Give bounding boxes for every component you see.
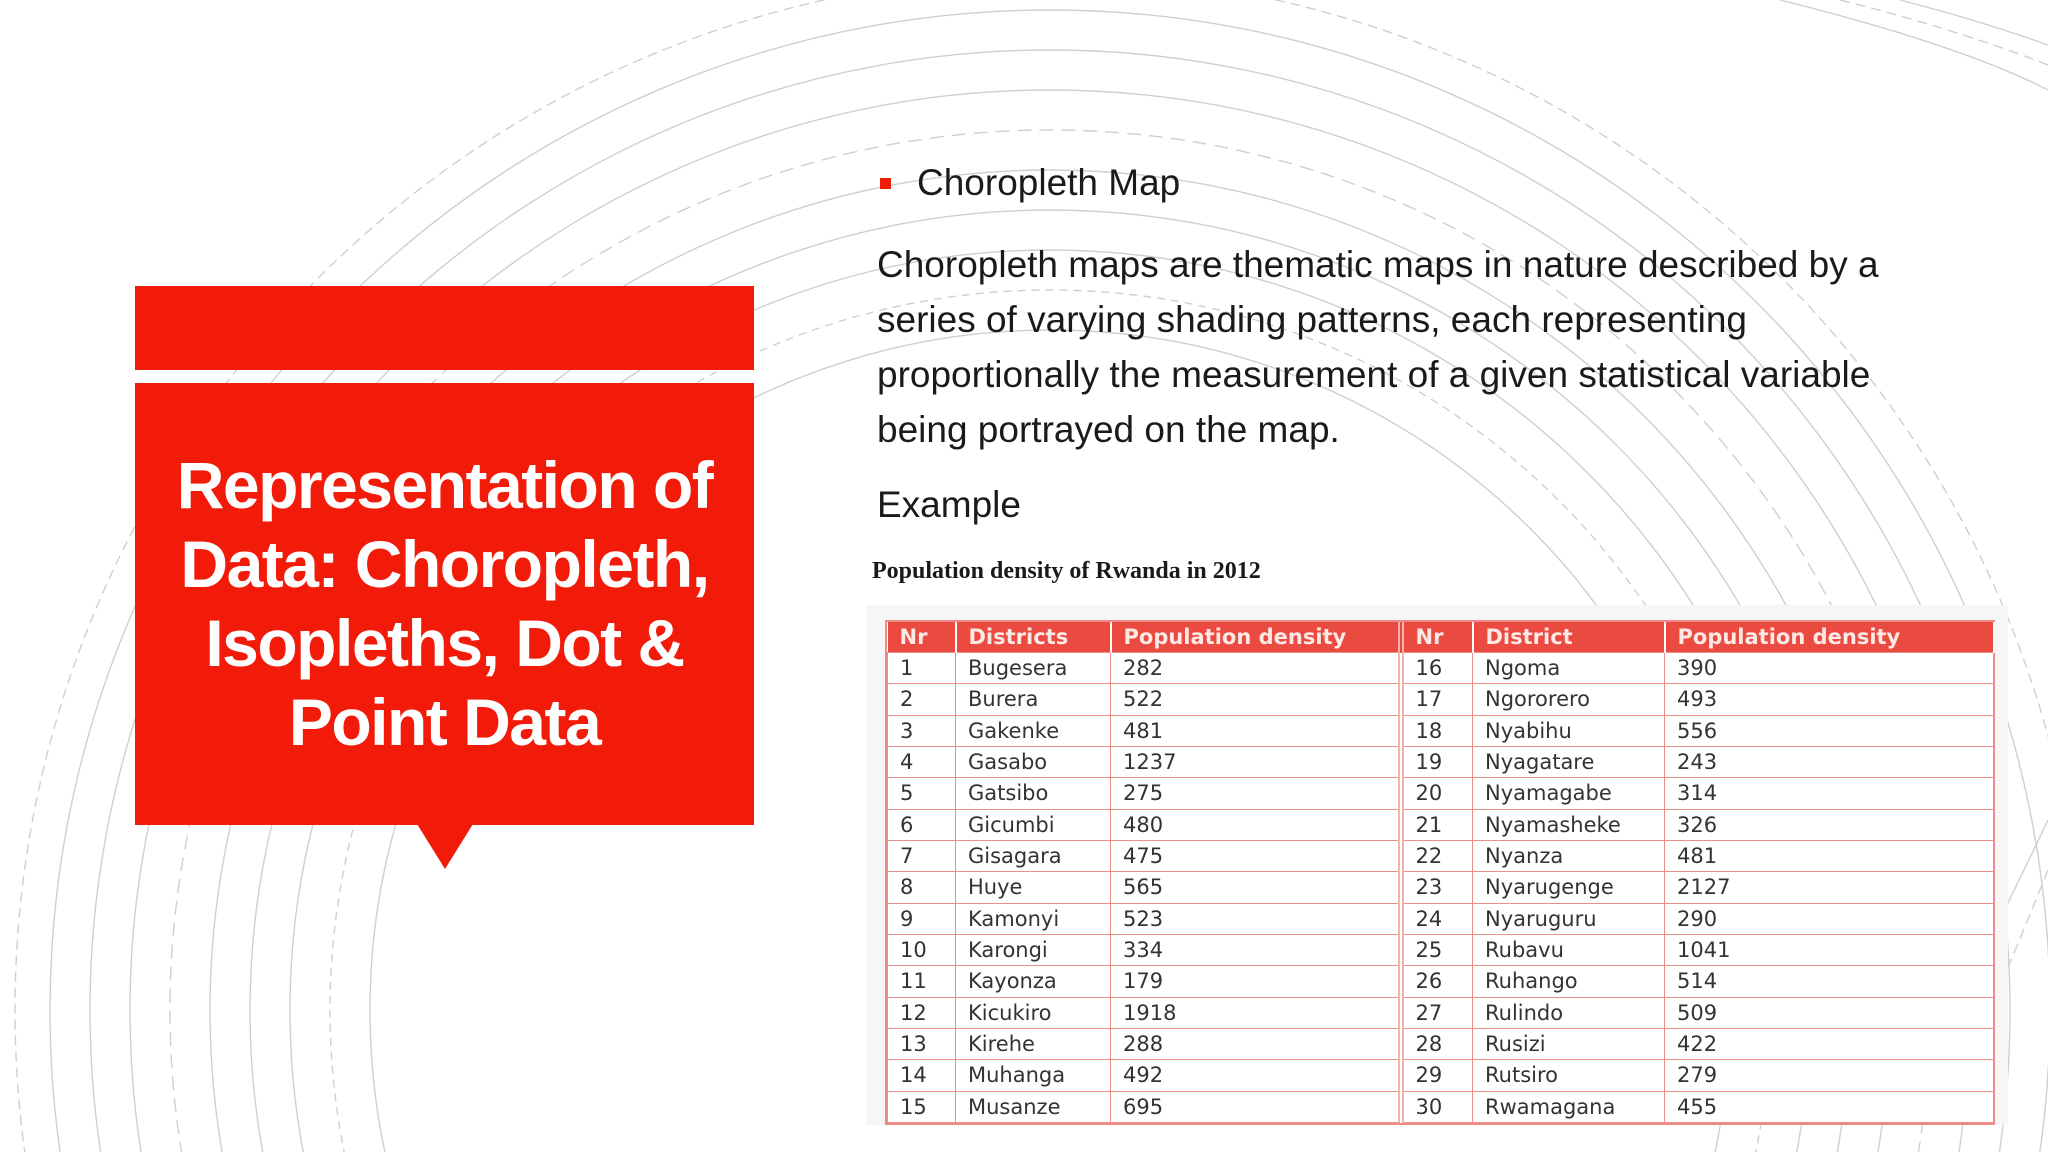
table-cell: 390 xyxy=(1665,653,1994,684)
table-cell: 1041 xyxy=(1665,934,1994,965)
table-cell: Gasabo xyxy=(956,746,1111,777)
table-cell: Nyagatare xyxy=(1473,746,1665,777)
table-cell: 18 xyxy=(1401,715,1473,746)
table-row xyxy=(888,1060,1994,1091)
table-cell: Kayonza xyxy=(956,966,1111,997)
table-row xyxy=(888,715,1994,746)
table-cell: Rwamagana xyxy=(1473,1091,1665,1122)
table-cell: 17 xyxy=(1401,684,1473,715)
column-header: Nr xyxy=(888,622,956,653)
table-row xyxy=(888,966,1994,997)
table-cell: 455 xyxy=(1665,1091,1994,1122)
table-image-area xyxy=(866,605,2008,1125)
bullet-square-icon xyxy=(880,178,891,189)
table-row xyxy=(888,997,1994,1028)
table-cell: 334 xyxy=(1111,934,1401,965)
column-header: Population density xyxy=(1111,622,1401,653)
table-cell: 23 xyxy=(1401,872,1473,903)
table-cell: Kirehe xyxy=(956,1028,1111,1059)
table-cell: 509 xyxy=(1665,997,1994,1028)
table-row xyxy=(888,872,1994,903)
table-cell: 1 xyxy=(888,653,956,684)
table-cell: 422 xyxy=(1665,1028,1994,1059)
table-cell: 243 xyxy=(1665,746,1994,777)
table-cell: 481 xyxy=(1665,840,1994,871)
population-density-table xyxy=(887,622,1995,1123)
table-row xyxy=(888,746,1994,777)
table-cell: 275 xyxy=(1111,778,1401,809)
table-cell: 565 xyxy=(1111,872,1401,903)
table-cell: 288 xyxy=(1111,1028,1401,1059)
table-cell: 9 xyxy=(888,903,956,934)
table-cell: Gicumbi xyxy=(956,809,1111,840)
table-row xyxy=(888,840,1994,871)
table-cell: Nyamasheke xyxy=(1473,809,1665,840)
table-cell: 3 xyxy=(888,715,956,746)
table-cell: 24 xyxy=(1401,903,1473,934)
table-cell: 6 xyxy=(888,809,956,840)
table-cell: Gisagara xyxy=(956,840,1111,871)
table-title: Population density of Rwanda in 2012 xyxy=(872,558,1261,584)
table-cell: 480 xyxy=(1111,809,1401,840)
table-cell: Rusizi xyxy=(1473,1028,1665,1059)
bullet-text: Choropleth Map xyxy=(917,162,1181,203)
column-header: Population density xyxy=(1665,622,1994,653)
table-cell: Ruhango xyxy=(1473,966,1665,997)
table-cell: Rutsiro xyxy=(1473,1060,1665,1091)
table-cell: 2127 xyxy=(1665,872,1994,903)
table-cell: 11 xyxy=(888,966,956,997)
table-cell: Huye xyxy=(956,872,1111,903)
table-cell: 21 xyxy=(1401,809,1473,840)
table-cell: Nyabihu xyxy=(1473,715,1665,746)
table-cell: 25 xyxy=(1401,934,1473,965)
table-cell: 514 xyxy=(1665,966,1994,997)
table-cell: Gakenke xyxy=(956,715,1111,746)
table-cell: 523 xyxy=(1111,903,1401,934)
table-cell: Nyamagabe xyxy=(1473,778,1665,809)
table-cell: 475 xyxy=(1111,840,1401,871)
table-cell: 481 xyxy=(1111,715,1401,746)
table-cell: 12 xyxy=(888,997,956,1028)
example-label: Example xyxy=(877,484,1021,525)
table-cell: 493 xyxy=(1665,684,1994,715)
table-cell: 13 xyxy=(888,1028,956,1059)
table-cell: Ngororero xyxy=(1473,684,1665,715)
table-cell: 1237 xyxy=(1111,746,1401,777)
table-cell: 19 xyxy=(1401,746,1473,777)
table-header-row xyxy=(888,622,1994,653)
table-cell: Bugesera xyxy=(956,653,1111,684)
column-header: Nr xyxy=(1401,622,1473,653)
table-cell: 1918 xyxy=(1111,997,1401,1028)
column-header: Districts xyxy=(956,622,1111,653)
table-cell: 16 xyxy=(1401,653,1473,684)
table-row xyxy=(888,1091,1994,1122)
table-cell: 179 xyxy=(1111,966,1401,997)
slide-title: Representation of Data: Choropleth, Isopleths, Dot & Point Data xyxy=(176,448,713,759)
table-cell: 522 xyxy=(1111,684,1401,715)
table-cell: 20 xyxy=(1401,778,1473,809)
table-cell: Kicukiro xyxy=(956,997,1111,1028)
table-cell: 326 xyxy=(1665,809,1994,840)
table-row xyxy=(888,809,1994,840)
bullet-item xyxy=(880,162,1180,204)
table-cell: Rulindo xyxy=(1473,997,1665,1028)
column-header: District xyxy=(1473,622,1665,653)
table-cell: Nyarugenge xyxy=(1473,872,1665,903)
table-cell: 15 xyxy=(888,1091,956,1122)
table-cell: 492 xyxy=(1111,1060,1401,1091)
table-cell: 2 xyxy=(888,684,956,715)
table-cell: 279 xyxy=(1665,1060,1994,1091)
table-row xyxy=(888,684,1994,715)
table-cell: 695 xyxy=(1111,1091,1401,1122)
table-cell: 10 xyxy=(888,934,956,965)
table-cell: 14 xyxy=(888,1060,956,1091)
table-cell: 28 xyxy=(1401,1028,1473,1059)
table-cell: Muhanga xyxy=(956,1060,1111,1091)
table-cell: 5 xyxy=(888,778,956,809)
description-paragraph: Choropleth maps are thematic maps in nature described by a series of varying shading patterns, each representing proportionally the measurement of a given statistical variable being portrayed on the map. xyxy=(877,244,1879,450)
table-cell: Rubavu xyxy=(1473,934,1665,965)
table-row xyxy=(888,934,1994,965)
table-cell: 7 xyxy=(888,840,956,871)
table-cell: 26 xyxy=(1401,966,1473,997)
table-cell: Musanze xyxy=(956,1091,1111,1122)
table-cell: Gatsibo xyxy=(956,778,1111,809)
table-cell: 8 xyxy=(888,872,956,903)
table-cell: Nyanza xyxy=(1473,840,1665,871)
table-row xyxy=(888,903,1994,934)
table-cell: Ngoma xyxy=(1473,653,1665,684)
table-frame xyxy=(885,620,1995,1125)
table-cell: 556 xyxy=(1665,715,1994,746)
table-cell: 30 xyxy=(1401,1091,1473,1122)
table-cell: 282 xyxy=(1111,653,1401,684)
table-row xyxy=(888,778,1994,809)
table-cell: 27 xyxy=(1401,997,1473,1028)
table-cell: 22 xyxy=(1401,840,1473,871)
table-cell: 290 xyxy=(1665,903,1994,934)
title-box-pointer xyxy=(417,824,473,869)
table-cell: 4 xyxy=(888,746,956,777)
table-cell: Karongi xyxy=(956,934,1111,965)
table-cell: Nyaruguru xyxy=(1473,903,1665,934)
title-accent-bar xyxy=(135,286,754,370)
table-cell: 314 xyxy=(1665,778,1994,809)
title-box xyxy=(135,383,754,825)
table-cell: 29 xyxy=(1401,1060,1473,1091)
table-cell: Burera xyxy=(956,684,1111,715)
table-row xyxy=(888,653,1994,684)
table-cell: Kamonyi xyxy=(956,903,1111,934)
table-row xyxy=(888,1028,1994,1059)
